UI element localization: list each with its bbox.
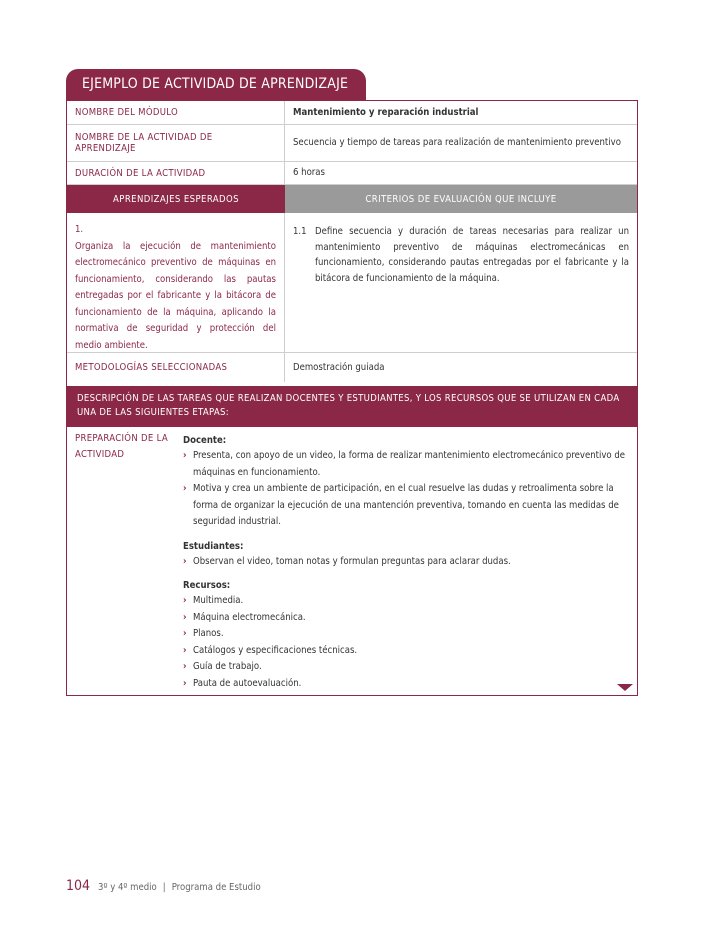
bullet-arrow-icon: › (183, 595, 187, 606)
duration-row (67, 162, 637, 185)
learning-text: Organiza la ejecución de mantenimiento electromecánico preventivo de máquinas en funcionamiento, considerando las pautas entregadas por el fabricante y la bitácora de funcionamiento de la máquina, aplicando la normativa de seguridad y protección del medio ambiente. (75, 240, 276, 351)
footer-separator: | (162, 882, 166, 893)
teacher-list (183, 448, 629, 531)
duration-value: 6 horas (293, 167, 325, 178)
activity-name-label: NOMBRE DE LA ACTIVIDAD DE APRENDIZAJE (67, 125, 285, 161)
criterion-item (293, 224, 629, 286)
expected-learning-cell (67, 213, 285, 352)
activity-table (66, 100, 638, 696)
grade-label: 3º y 4º medio (98, 882, 157, 893)
module-value: Mantenimiento y reparación industrial (293, 106, 479, 118)
corner-triangle-icon (617, 684, 633, 691)
teacher-item (183, 448, 629, 481)
bullet-arrow-icon: › (183, 677, 187, 689)
preparation-label: PREPARACIÓN DE LA ACTIVIDAD (75, 433, 169, 460)
page-number: 104 (66, 878, 91, 894)
methodology-label: METODOLOGÍAS SELECCIONADAS (67, 353, 285, 382)
resources-list (183, 593, 629, 692)
resource-item (183, 676, 629, 693)
resource-item-text: Máquina electromecánica. (193, 611, 306, 623)
teacher-item (183, 481, 629, 531)
expected-learning-header: APRENDIZAJES ESPERADOS (67, 185, 285, 213)
resource-item (183, 659, 629, 676)
duration-label: DURACIÓN DE LA ACTIVIDAD (67, 162, 285, 184)
page-footer (66, 878, 261, 894)
bullet-arrow-icon: › (183, 555, 187, 567)
activity-name-row (67, 125, 637, 162)
preparation-content (183, 431, 629, 692)
resource-item-text: Guía de trabajo. (193, 661, 262, 672)
program-label: Programa de Estudio (171, 882, 261, 893)
module-label: NOMBRE DEL MÓDULO (67, 101, 285, 124)
bullet-arrow-icon: › (183, 644, 187, 656)
resource-item-text: Catálogos y especificaciones técnicas. (193, 644, 358, 656)
activity-name-value: Secuencia y tiempo de tareas para realización de mantenimiento preventivo (293, 137, 621, 148)
learning-row (67, 213, 637, 353)
criterion-number: 1.1 (293, 226, 307, 237)
teacher-item-text: Presenta, con apoyo de un video, la forma de realizar mantenimiento electromecánico preventivo de máquinas en funcionamiento. (193, 450, 626, 478)
resource-item (183, 626, 629, 643)
tasks-description-banner: DESCRIPCIÓN DE LAS TAREAS QUE REALIZAN DOCENTES Y ESTUDIANTES, Y LOS RECURSOS QUE SE UTILIZAN EN CADA UNA DE LAS SIGUIENTES ETAPAS: (67, 386, 637, 427)
bullet-arrow-icon: › (183, 628, 187, 639)
resource-item-text: Planos. (193, 628, 224, 639)
resource-item (183, 610, 629, 627)
bullet-arrow-icon: › (183, 483, 187, 494)
teacher-title: Docente: (183, 435, 227, 446)
bullet-arrow-icon: › (183, 611, 187, 623)
students-title: Estudiantes: (183, 540, 244, 552)
bullet-arrow-icon: › (183, 661, 187, 672)
resource-item-text: Pauta de autoevaluación. (193, 677, 302, 689)
methodology-value: Demostración guiada (293, 361, 385, 373)
activity-title-tab: EJEMPLO DE ACTIVIDAD DE APRENDIZAJE (66, 69, 366, 101)
resource-item-text: Multimedia. (193, 595, 244, 606)
columns-header-row (67, 185, 637, 213)
resources-title: Recursos: (183, 580, 231, 591)
students-list (183, 554, 629, 571)
methodology-row (67, 353, 637, 382)
evaluation-criteria-header: CRITERIOS DE EVALUACIÓN QUE INCLUYE (285, 185, 637, 213)
student-item-text: Observan el video, toman notas y formulan preguntas para aclarar dudas. (193, 555, 511, 567)
criterion-text: Define secuencia y duración de tareas necesarias para realizar un mantenimiento preventivo de máquinas electromecánicas en funcionamiento, considerando pautas entregadas por el fabricante y la bitácora de funcionamiento de la máquina. (315, 226, 629, 284)
teacher-item-text: Motiva y crea un ambiente de participación, en el cual resuelve las dudas y retroalimenta sobre la forma de organizar la ejecución de una mantención preventiva, tomando en cuenta las medidas de seguridad industrial. (193, 483, 619, 527)
resource-item (183, 593, 629, 610)
criteria-cell (285, 213, 637, 286)
learning-number: 1. (75, 224, 84, 235)
resource-item (183, 643, 629, 660)
module-row (67, 101, 637, 125)
student-item (183, 554, 629, 571)
bullet-arrow-icon: › (183, 450, 187, 461)
